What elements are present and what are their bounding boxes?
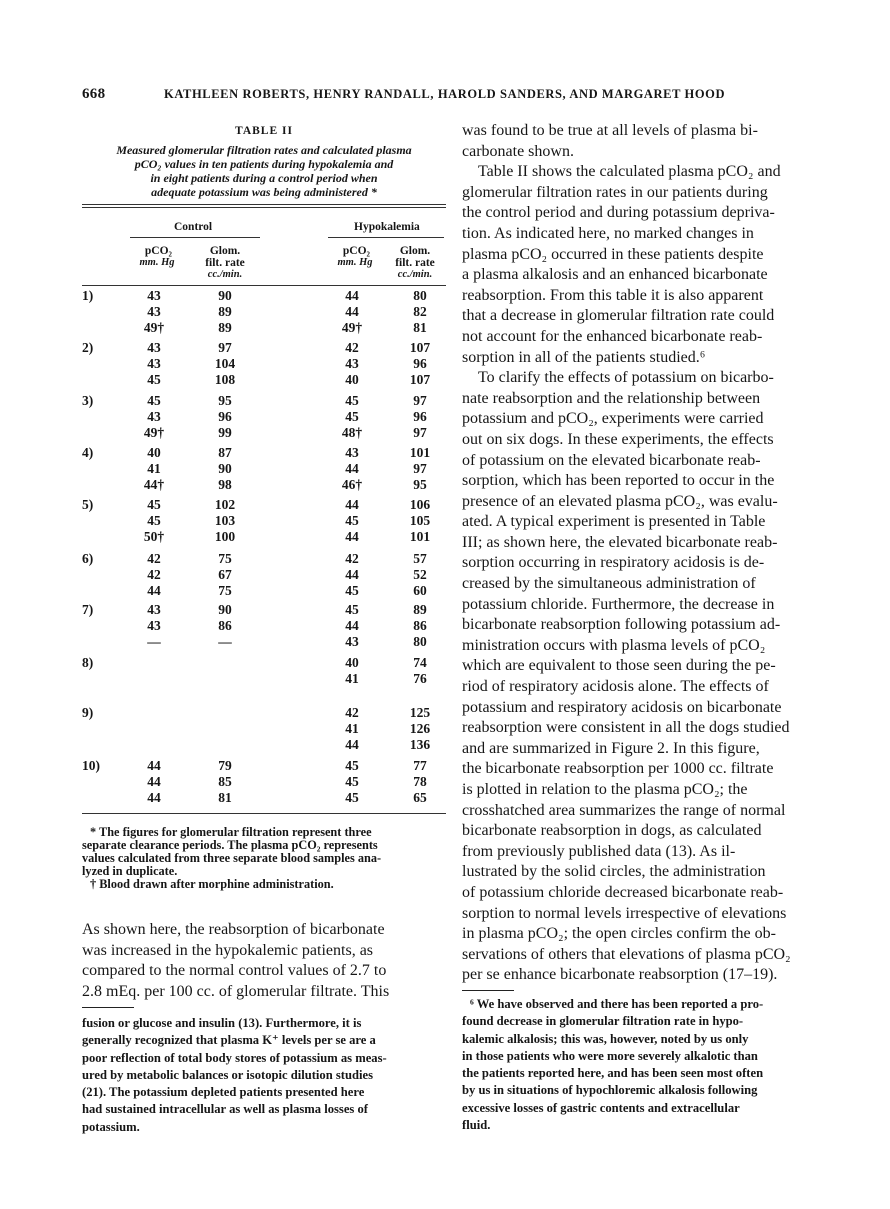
group-underline-control [130,237,260,238]
table-cell: 45 [147,372,161,387]
table-top-rule [82,204,446,205]
text-line: Table II shows the calculated plasma pCO₂ and [478,163,781,181]
table-cell: — [218,634,232,649]
table-footnote: * The figures for glomerular filtration represent three separate clearance periods. The plasma pCO₂ represents values calculated from three separate blood samples ana- lyzed in duplicate. † Blood drawn after morphine administration. [82,825,382,891]
table-cell: 81 [218,790,232,805]
col-head-hypo-gfr: Glom. filt. rate cc./min. [395,245,435,280]
table-cell: 90 [218,288,232,303]
table-cell: 90 [218,602,232,617]
right-footnote: ⁶ We have observed and there has been reported a pro- found decrease in glomerular filtration rate in hypo- kalemic alkalosis; this was, however, noted by us only in those patients who were more severely alkalotic than the patients reported here, and has been seen most often by us in situations of hypochloremic alkalosis following excessive losses of gastric contents and extracellular fluid. [462,997,764,1133]
text-line: III; as shown here, the elevated bicarbonate reab- [462,533,778,551]
table-cell: 43 [147,602,161,617]
table-cell: 86 [218,618,232,633]
table-cell: 67 [218,567,232,582]
table-cell: 95 [413,477,427,492]
text-line: is plotted in relation to the plasma pCO₂; the [462,781,748,798]
table-cell: 41 [345,721,359,736]
footnote-rule-right [462,990,514,991]
table-cell: 44 [345,567,359,582]
left-paragraph [82,920,446,1002]
text-line: reabsorption were consistent in all the dogs studied [462,719,790,737]
table-cell: 44† [143,477,165,492]
table-cell: 45 [345,393,359,408]
table-cell: 81 [413,320,427,335]
text-line: potassium chloride. Furthermore, the decrease in [462,595,775,613]
text-line: which are equivalent to those seen during the pe- [462,657,776,675]
text-line: ministration occurs with plasma levels of pCO₂ [462,636,766,654]
table-cell: 97 [413,461,427,476]
text-line: sorption in all of the patients studied.⁶ [462,348,706,366]
running-header [82,86,842,108]
table-cell: 43 [345,634,359,649]
group-underline-hypokalemia [328,237,444,238]
table-cell: 46† [341,477,363,492]
text-line: bicarbonate reabsorption in dogs, as calculated [462,822,762,840]
table-cell: 42 [147,551,161,566]
table-cell: 42 [345,551,359,566]
page-number: 668 [82,86,106,102]
table-cell: 43 [345,356,359,371]
table-caption [82,143,446,199]
table-cell: 78 [413,774,427,789]
table-cell: 75 [218,583,232,598]
row-number: 9) [82,705,94,720]
table-cell: 65 [413,790,427,805]
table-cell: 44 [345,288,359,303]
table-cell: 43 [147,618,161,633]
table-cell: 80 [413,288,427,303]
text-line: nate reabsorption and the relationship between [462,389,761,407]
table-cell: 48† [341,425,363,440]
left-footnote-continuation: fusion or glucose and insulin (13). Furthermore, it is generally recognized that plasma K⁺ levels per se are a poor reflection of total body stores of potassium as meas- ured by metabolic balances or isotopic dilution studies (21). The potassium depleted patients presented here had sustained intracellular as well as plasma losses of potassium. [82,1016,387,1134]
text-line: and are summarized in Figure 2. In this figure, [462,739,760,757]
text-line: that a decrease in glomerular filtration rate could [462,307,775,325]
table-cell: 87 [218,445,232,460]
text-line: plasma pCO₂ occurred in these patients despite [462,245,764,263]
table-cell: 86 [413,618,427,633]
table-cell: 106 [409,497,431,512]
table-top-rule-2 [82,207,446,208]
table-cell: 60 [413,583,427,598]
table-cell: 90 [218,461,232,476]
group-control: Control [174,221,213,233]
table-cell: 107 [409,372,431,387]
right-paragraphs [462,121,824,986]
text-line: creased by the simultaneous administration of [462,575,756,593]
author-line: KATHLEEN ROBERTS, HENRY RANDALL, HAROLD SANDERS, AND MARGARET HOOD [164,87,726,101]
text-line: sorption, which has been reported to occur in the [462,472,775,490]
table-cell: 97 [413,425,427,440]
table-cell: 125 [409,705,431,720]
table-cell: 97 [413,393,427,408]
table-cell: 43 [147,288,161,303]
group-hypokalemia: Hypokalemia [354,221,420,233]
table-cell: 45 [345,513,359,528]
table-cell: 44 [345,304,359,319]
table-cell: 80 [413,634,427,649]
table-cell: 49† [143,320,165,335]
table-cell: 103 [214,513,236,528]
table-cell: 43 [147,304,161,319]
table-cell: 42 [345,340,359,355]
table-cell: 43 [147,356,161,371]
text-line: compared to the normal control values of 2.7 to [82,962,387,980]
text-line: potassium and respiratory acidosis on bicarbonate [462,698,782,716]
text-line: tion. As indicated here, no marked changes in [462,224,754,242]
table-cell: 45 [345,758,359,773]
col-head-control-gfr: Glom. filt. rate cc./min. [205,245,245,280]
text-line: bicarbonate reabsorption following potassium ad- [462,616,781,634]
table-cell: 74 [413,655,427,670]
text-line: sorption occurring in respiratory acidosis is de- [462,554,765,572]
text-line: per se enhance bicarbonate reabsorption (17–19). [462,966,778,984]
table-cell: 45 [147,497,161,512]
table-cell: 43 [147,340,161,355]
text-line: reabsorption. From this table it is also apparent [462,286,764,304]
table-cell: 43 [345,445,359,460]
text-line: presence of an elevated plasma pCO₂, was evalu- [462,492,778,510]
table-cell: 107 [409,340,431,355]
text-line: carbonate shown. [462,142,574,160]
table-cell: 42 [147,567,161,582]
table-cell: 44 [345,529,359,544]
caption-line: adequate potassium was being administered * [151,185,377,199]
table-label: TABLE II [235,125,293,137]
table-cell: 44 [345,497,359,512]
table-cell: 40 [147,445,161,460]
row-number: 5) [82,497,94,512]
text-line: 2.8 mEq. per 100 cc. of glomerular filtrate. This [82,982,390,1000]
text-line: was found to be true at all levels of plasma bi- [462,122,758,139]
table-cell: 45 [345,409,359,424]
text-line: glomerular filtration rates in our patients during [462,183,768,201]
table-cell: 95 [218,393,232,408]
table-cell: 49† [143,425,165,440]
table-cell: 44 [147,758,161,773]
text-line: a plasma alkalosis and an enhanced bicarbonate [462,266,768,284]
text-line: not account for the enhanced bicarbonate reab- [462,327,763,345]
table-cell: 100 [214,529,236,544]
table-cell: 96 [218,409,232,424]
text-line: potassium and pCO₂, experiments were carried [462,410,764,428]
table-cell: 126 [409,721,431,736]
row-number: 6) [82,551,94,566]
table-cell: 82 [413,304,427,319]
row-number: 8) [82,655,94,670]
text-line: of potassium on the elevated bicarbonate reab- [462,451,761,469]
table-cell: 75 [218,551,232,566]
header-rule [82,285,446,286]
row-number: 7) [82,602,94,617]
table-cell: 79 [218,758,232,773]
table-cell: 45 [345,790,359,805]
row-number: 10) [82,758,100,773]
text-line: riod of respiratory acidosis alone. The effects of [462,678,769,696]
table-cell: 101 [409,529,431,544]
text-line: servations of others that elevations of plasma pCO₂ [462,945,791,963]
table-cell: 97 [218,340,232,355]
table-cell: 44 [345,461,359,476]
table-cell: 44 [345,618,359,633]
text-line: out on six dogs. In these experiments, the effects [462,430,774,448]
table-cell: 76 [413,671,427,686]
table-cell: 101 [409,445,431,460]
footnote-rule-left [82,1007,134,1008]
row-number: 2) [82,340,94,355]
caption-line: in eight patients during a control period when [150,171,378,185]
text-line: To clarify the effects of potassium on bicarbo- [478,369,774,387]
table-cell: 44 [345,737,359,752]
table-cell: 96 [413,356,427,371]
table-ii [82,125,446,900]
table-cell: 98 [218,477,232,492]
table-cell: 41 [147,461,161,476]
row-number: 1) [82,288,94,303]
table-cell: 108 [214,372,236,387]
table-cell: 41 [345,671,359,686]
table-cell: 136 [409,737,431,752]
table-cell: 44 [147,774,161,789]
table-cell: 45 [147,513,161,528]
table-cell: 96 [413,409,427,424]
table-cell: 49† [341,320,363,335]
table-cell: 57 [413,551,427,566]
text-line: ated. A typical experiment is presented in Table [462,513,766,531]
table-cell: 50† [143,529,165,544]
text-line: from previously published data (13). As il- [462,842,736,860]
text-line: sorption to normal levels irrespective of elevations [462,904,787,922]
row-number: 3) [82,393,94,408]
table-cell: 45 [147,393,161,408]
table-cell: — [147,634,161,649]
table-cell: 85 [218,774,232,789]
text-line: in plasma pCO₂; the open circles confirm the ob- [462,925,776,943]
table-cell: 77 [413,758,427,773]
table-cell: 45 [345,583,359,598]
table-cell: 89 [413,602,427,617]
table-cell: 89 [218,320,232,335]
text-line: was increased in the hypokalemic patients, as [82,941,374,959]
table-cell: 44 [147,790,161,805]
table-cell: 105 [409,513,431,528]
table-cell: 40 [345,655,359,670]
table-cell: 102 [214,497,236,512]
table-bottom-rule [82,813,446,814]
table-cell: 45 [345,774,359,789]
text-line: of potassium chloride decreased bicarbonate reab- [462,883,784,901]
table-cell: 99 [218,425,232,440]
table-cell: 104 [214,356,236,371]
text-line: lustrated by the solid circles, the administration [462,863,766,881]
caption-line: Measured glomerular filtration rates and calculated plasma [116,143,412,157]
col-head-control-pco2: pCO₂ mm. Hg [139,245,175,268]
table-cell: 52 [413,567,427,582]
table-cell: 43 [147,409,161,424]
table-cell: 40 [345,372,359,387]
text-line: the bicarbonate reabsorption per 1000 cc. filtrate [462,760,774,778]
caption-line: pCO₂ values in ten patients during hypokalemia and [134,157,394,171]
table-cell: 44 [147,583,161,598]
table-cell: 45 [345,602,359,617]
table-cell: 42 [345,705,359,720]
text-line: the control period and during potassium depriva- [462,204,775,222]
col-head-hypo-pco2: pCO₂ mm. Hg [337,245,373,268]
row-number: 4) [82,445,94,460]
table-cell: 89 [218,304,232,319]
text-line: As shown here, the reabsorption of bicarbonate [82,921,385,938]
text-line: crosshatched area summarizes the range of normal [462,801,786,819]
